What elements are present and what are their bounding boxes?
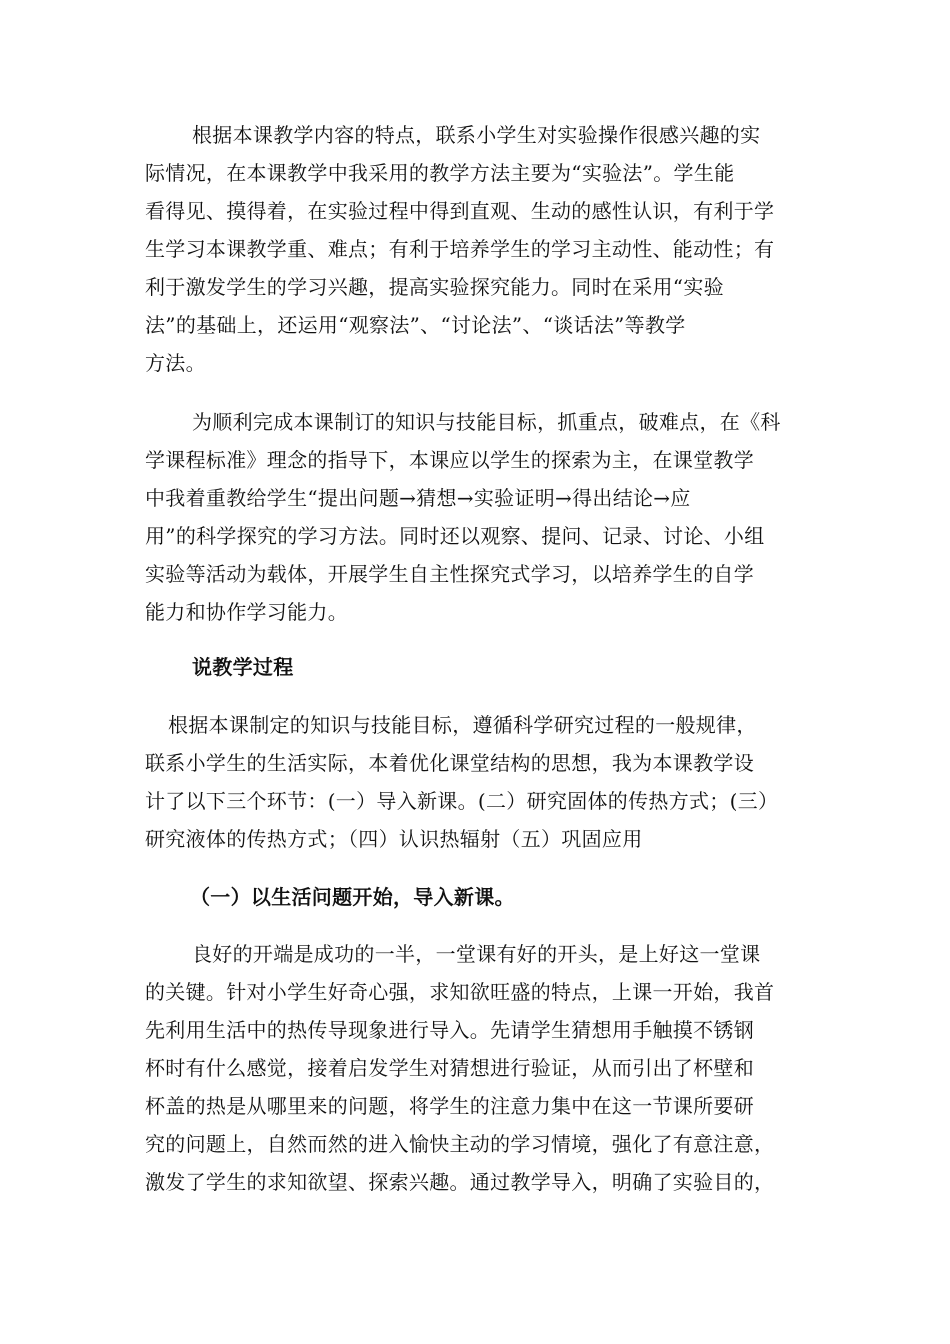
- paragraph-line: 学课程标准》理念的指导下，本课应以学生的探索为主，在课堂教学: [145, 448, 754, 472]
- paragraph-line: 实验等活动为载体，开展学生自主性探究式学习，以培养学生的自学: [145, 562, 754, 586]
- paragraph-line: 杯时有什么感觉，接着启发学生对猜想进行验证，从而引出了杯壁和: [145, 1056, 754, 1080]
- paragraph-line: 方法。: [145, 351, 206, 375]
- paragraph-line: 联系小学生的生活实际，本着优化课堂结构的思想，我为本课教学设: [145, 751, 754, 775]
- paragraph-line: 法”的基础上，还运用“观察法”、“讨论法”、“谈话法”等教学: [145, 313, 686, 337]
- paragraph-line: 的关键。针对小学生好奇心强，求知欲旺盛的特点，上课一开始，我首: [145, 980, 775, 1004]
- paragraph-line: 根据本课教学内容的特点，联系小学生对实验操作很感兴趣的实: [192, 123, 761, 147]
- paragraph-line: 为顺利完成本课制订的知识与技能目标，抓重点，破难点，在《科: [192, 410, 781, 434]
- paragraph-line: 生学习本课教学重、难点；有利于培养学生的学习主动性、能动性；有: [145, 237, 775, 261]
- paragraph-line: 利于激发学生的学习兴趣，提高实验探究能力。同时在采用“实验: [145, 275, 724, 299]
- paragraph-line: 中我着重教给学生“提出问题→猜想→实验证明→得出结论→应: [145, 486, 691, 510]
- paragraph-line: 良好的开端是成功的一半，一堂课有好的开头，是上好这一堂课: [192, 942, 761, 966]
- paragraph-line: 看得见、摸得着，在实验过程中得到直观、生动的感性认识，有利于学: [145, 199, 775, 223]
- subsection-heading: （一）以生活问题开始，导入新课。: [190, 885, 515, 909]
- paragraph-line: 用”的科学探究的学习方法。同时还以观察、提问、记录、讨论、小组: [145, 524, 765, 548]
- paragraph-line: 计了以下三个环节：(一）导入新课。(二）研究固体的传热方式；(三）: [145, 789, 779, 813]
- paragraph-line: 先利用生活中的热传导现象进行导入。先请学生猜想用手触摸不锈钢: [145, 1018, 754, 1042]
- paragraph-line: 根据本课制定的知识与技能目标，遵循科学研究过程的一般规律，: [168, 713, 757, 737]
- paragraph-line: 研究液体的传热方式；（四）认识热辐射（五）巩固应用: [145, 827, 643, 851]
- paragraph-line: 激发了学生的求知欲望、探索兴趣。通过教学导入，明确了实验目的，: [145, 1170, 775, 1194]
- section-heading: 说教学过程: [192, 655, 294, 679]
- paragraph-line: 杯盖的热是从哪里来的问题，将学生的注意力集中在这一节课所要研: [145, 1094, 754, 1118]
- paragraph-line: 能力和协作学习能力。: [145, 600, 348, 624]
- paragraph-line: 际情况，在本课教学中我采用的教学方法主要为“实验法”。学生能: [145, 161, 735, 185]
- paragraph-line: 究的问题上，自然而然的进入愉快主动的学习情境，强化了有意注意，: [145, 1132, 775, 1156]
